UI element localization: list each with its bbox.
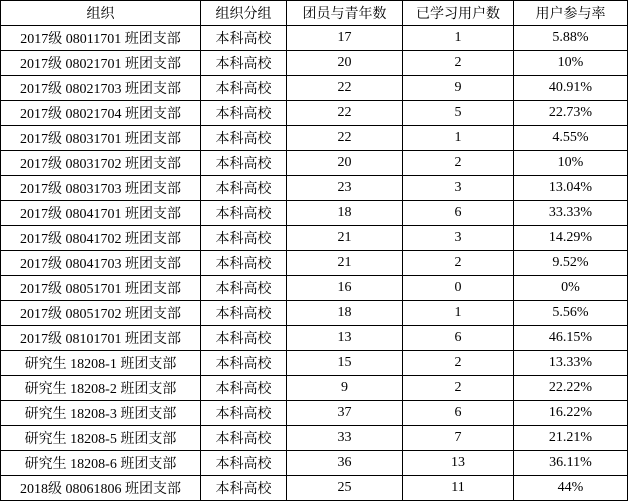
- cell-learned-count: 5: [403, 101, 514, 126]
- cell-organization: 研究生 18208-1 班团支部: [1, 351, 201, 376]
- table-row: [1, 51, 628, 76]
- table-row: [1, 226, 628, 251]
- cell-participation-rate: 10%: [514, 51, 628, 76]
- cell-organization: 2017级 08011701 班团支部: [1, 26, 201, 51]
- cell-member-count: 18: [287, 201, 403, 226]
- cell-org-group: 本科高校: [201, 201, 287, 226]
- cell-organization: 2017级 08101701 班团支部: [1, 326, 201, 351]
- cell-learned-count: 1: [403, 26, 514, 51]
- cell-org-group: 本科高校: [201, 401, 287, 426]
- cell-learned-count: 3: [403, 226, 514, 251]
- cell-organization: 2017级 08031703 班团支部: [1, 176, 201, 201]
- cell-learned-count: 2: [403, 251, 514, 276]
- cell-member-count: 22: [287, 101, 403, 126]
- cell-learned-count: 6: [403, 326, 514, 351]
- column-header-group: 组织分组: [201, 1, 287, 26]
- table-row: [1, 326, 628, 351]
- cell-participation-rate: 14.29%: [514, 226, 628, 251]
- cell-participation-rate: 13.33%: [514, 351, 628, 376]
- table-row: [1, 176, 628, 201]
- table-row: [1, 26, 628, 51]
- cell-org-group: 本科高校: [201, 351, 287, 376]
- table-row: [1, 151, 628, 176]
- cell-participation-rate: 9.52%: [514, 251, 628, 276]
- cell-participation-rate: 40.91%: [514, 76, 628, 101]
- cell-learned-count: 2: [403, 51, 514, 76]
- cell-member-count: 16: [287, 276, 403, 301]
- cell-learned-count: 0: [403, 276, 514, 301]
- cell-org-group: 本科高校: [201, 176, 287, 201]
- table-row: [1, 251, 628, 276]
- cell-learned-count: 1: [403, 126, 514, 151]
- cell-organization: 2017级 08051701 班团支部: [1, 276, 201, 301]
- cell-organization: 2017级 08021703 班团支部: [1, 76, 201, 101]
- cell-participation-rate: 4.55%: [514, 126, 628, 151]
- cell-learned-count: 6: [403, 401, 514, 426]
- table-row: [1, 301, 628, 326]
- cell-member-count: 21: [287, 251, 403, 276]
- table-row: [1, 476, 628, 501]
- cell-learned-count: 7: [403, 426, 514, 451]
- cell-org-group: 本科高校: [201, 101, 287, 126]
- cell-organization: 2017级 08051702 班团支部: [1, 301, 201, 326]
- cell-member-count: 9: [287, 376, 403, 401]
- cell-member-count: 13: [287, 326, 403, 351]
- cell-learned-count: 3: [403, 176, 514, 201]
- column-header-learned: 已学习用户数: [403, 1, 514, 26]
- cell-organization: 研究生 18208-3 班团支部: [1, 401, 201, 426]
- cell-org-group: 本科高校: [201, 126, 287, 151]
- cell-member-count: 37: [287, 401, 403, 426]
- cell-participation-rate: 22.22%: [514, 376, 628, 401]
- cell-learned-count: 2: [403, 351, 514, 376]
- cell-org-group: 本科高校: [201, 451, 287, 476]
- cell-participation-rate: 0%: [514, 276, 628, 301]
- cell-member-count: 21: [287, 226, 403, 251]
- cell-learned-count: 13: [403, 451, 514, 476]
- cell-learned-count: 11: [403, 476, 514, 501]
- cell-learned-count: 1: [403, 301, 514, 326]
- table-row: [1, 126, 628, 151]
- cell-organization: 2018级 08061806 班团支部: [1, 476, 201, 501]
- cell-member-count: 22: [287, 126, 403, 151]
- cell-participation-rate: 21.21%: [514, 426, 628, 451]
- cell-org-group: 本科高校: [201, 251, 287, 276]
- cell-participation-rate: 44%: [514, 476, 628, 501]
- cell-organization: 2017级 08041701 班团支部: [1, 201, 201, 226]
- cell-participation-rate: 22.73%: [514, 101, 628, 126]
- cell-org-group: 本科高校: [201, 476, 287, 501]
- cell-org-group: 本科高校: [201, 226, 287, 251]
- table-row: [1, 76, 628, 101]
- cell-org-group: 本科高校: [201, 76, 287, 101]
- cell-participation-rate: 33.33%: [514, 201, 628, 226]
- cell-member-count: 36: [287, 451, 403, 476]
- cell-participation-rate: 5.88%: [514, 26, 628, 51]
- cell-member-count: 17: [287, 26, 403, 51]
- cell-member-count: 23: [287, 176, 403, 201]
- cell-member-count: 15: [287, 351, 403, 376]
- cell-organization: 研究生 18208-6 班团支部: [1, 451, 201, 476]
- cell-participation-rate: 10%: [514, 151, 628, 176]
- cell-org-group: 本科高校: [201, 426, 287, 451]
- table-row: [1, 101, 628, 126]
- column-header-org: 组织: [1, 1, 201, 26]
- column-header-rate: 用户参与率: [514, 1, 628, 26]
- cell-member-count: 18: [287, 301, 403, 326]
- cell-learned-count: 2: [403, 376, 514, 401]
- table-row: [1, 351, 628, 376]
- cell-org-group: 本科高校: [201, 276, 287, 301]
- table-row: [1, 451, 628, 476]
- table-row: [1, 376, 628, 401]
- cell-member-count: 22: [287, 76, 403, 101]
- table-header-row: [1, 1, 628, 26]
- column-header-members: 团员与青年数: [287, 1, 403, 26]
- cell-org-group: 本科高校: [201, 26, 287, 51]
- cell-participation-rate: 13.04%: [514, 176, 628, 201]
- cell-participation-rate: 16.22%: [514, 401, 628, 426]
- cell-participation-rate: 36.11%: [514, 451, 628, 476]
- cell-learned-count: 2: [403, 151, 514, 176]
- table-row: [1, 201, 628, 226]
- cell-org-group: 本科高校: [201, 51, 287, 76]
- cell-organization: 研究生 18208-2 班团支部: [1, 376, 201, 401]
- cell-participation-rate: 46.15%: [514, 326, 628, 351]
- cell-learned-count: 9: [403, 76, 514, 101]
- cell-org-group: 本科高校: [201, 151, 287, 176]
- cell-organization: 2017级 08041703 班团支部: [1, 251, 201, 276]
- cell-member-count: 25: [287, 476, 403, 501]
- cell-learned-count: 6: [403, 201, 514, 226]
- cell-organization: 2017级 08021704 班团支部: [1, 101, 201, 126]
- table-row: [1, 401, 628, 426]
- table-row: [1, 276, 628, 301]
- cell-member-count: 33: [287, 426, 403, 451]
- cell-org-group: 本科高校: [201, 326, 287, 351]
- cell-organization: 研究生 18208-5 班团支部: [1, 426, 201, 451]
- cell-participation-rate: 5.56%: [514, 301, 628, 326]
- cell-organization: 2017级 08031702 班团支部: [1, 151, 201, 176]
- cell-organization: 2017级 08041702 班团支部: [1, 226, 201, 251]
- cell-member-count: 20: [287, 151, 403, 176]
- cell-org-group: 本科高校: [201, 376, 287, 401]
- cell-organization: 2017级 08031701 班团支部: [1, 126, 201, 151]
- table-row: [1, 426, 628, 451]
- cell-organization: 2017级 08021701 班团支部: [1, 51, 201, 76]
- cell-org-group: 本科高校: [201, 301, 287, 326]
- cell-member-count: 20: [287, 51, 403, 76]
